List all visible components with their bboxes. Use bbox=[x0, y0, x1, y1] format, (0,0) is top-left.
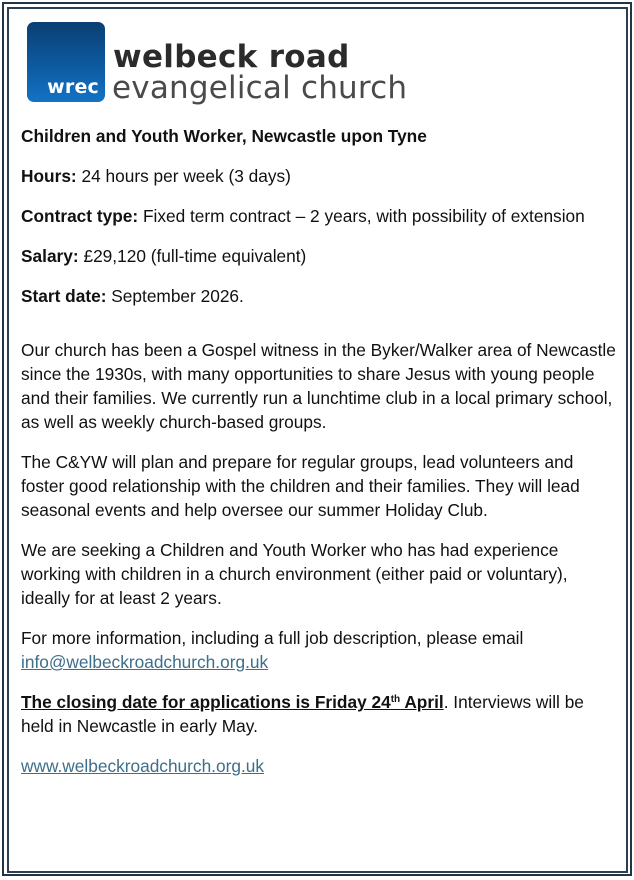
wrec-logo bbox=[27, 22, 105, 102]
logo-text: wrec bbox=[47, 76, 99, 98]
field-label: Hours: bbox=[21, 166, 77, 186]
field-value: September 2026. bbox=[106, 286, 244, 306]
field-label: Start date: bbox=[21, 286, 107, 306]
closing-date-text bbox=[21, 692, 444, 712]
field-contract-type bbox=[21, 204, 621, 228]
paragraph-closing-date bbox=[21, 690, 621, 738]
closing-date-ordinal: th bbox=[390, 694, 401, 705]
job-advert-content bbox=[21, 124, 621, 794]
paragraph-website bbox=[21, 754, 621, 778]
field-start-date bbox=[21, 284, 621, 308]
paragraph-church-background: Our church has been a Gospel witness in the Byker/Walker area of Newcastle since the 1930s, with many opportunities to share Jesus with young people and their families. We currently run a lunchtime club in a local primary school, as well as weekly church-based groups. bbox=[21, 340, 616, 432]
field-label: Contract type: bbox=[21, 206, 139, 226]
email-link[interactable]: info@welbeckroadchurch.org.uk bbox=[21, 652, 269, 672]
closing-date-month: April bbox=[400, 692, 444, 712]
paragraph-more-info bbox=[21, 626, 621, 674]
church-name-line2: evangelical church bbox=[112, 70, 408, 106]
paragraph-role-duties: The C&YW will plan and prepare for regular groups, lead volunteers and foster good relationship with the children and their families. They will lead seasonal events and help oversee our summer Holiday Club. bbox=[21, 452, 580, 520]
more-info-text: For more information, including a full job description, please email bbox=[21, 628, 524, 648]
interviews-text: . Interviews will be held in Newcastle in early May. bbox=[21, 692, 584, 736]
field-salary bbox=[21, 244, 621, 268]
paragraph-requirements: We are seeking a Children and Youth Worker who has had experience working with children in a church environment (either paid or voluntary), ideally for at least 2 years. bbox=[21, 540, 568, 608]
closing-date-prefix: The closing date for applications is Friday 24 bbox=[21, 692, 391, 712]
website-link[interactable]: www.welbeckroadchurch.org.uk bbox=[21, 756, 265, 776]
field-value: 24 hours per week (3 days) bbox=[76, 166, 291, 186]
field-value: £29,120 (full-time equivalent) bbox=[78, 246, 307, 266]
field-value: Fixed term contract – 2 years, with possibility of extension bbox=[138, 206, 585, 226]
job-title: Children and Youth Worker, Newcastle upon Tyne bbox=[21, 126, 427, 146]
church-name-line1: welbeck road bbox=[113, 39, 350, 75]
field-hours bbox=[21, 164, 621, 188]
field-label: Salary: bbox=[21, 246, 79, 266]
